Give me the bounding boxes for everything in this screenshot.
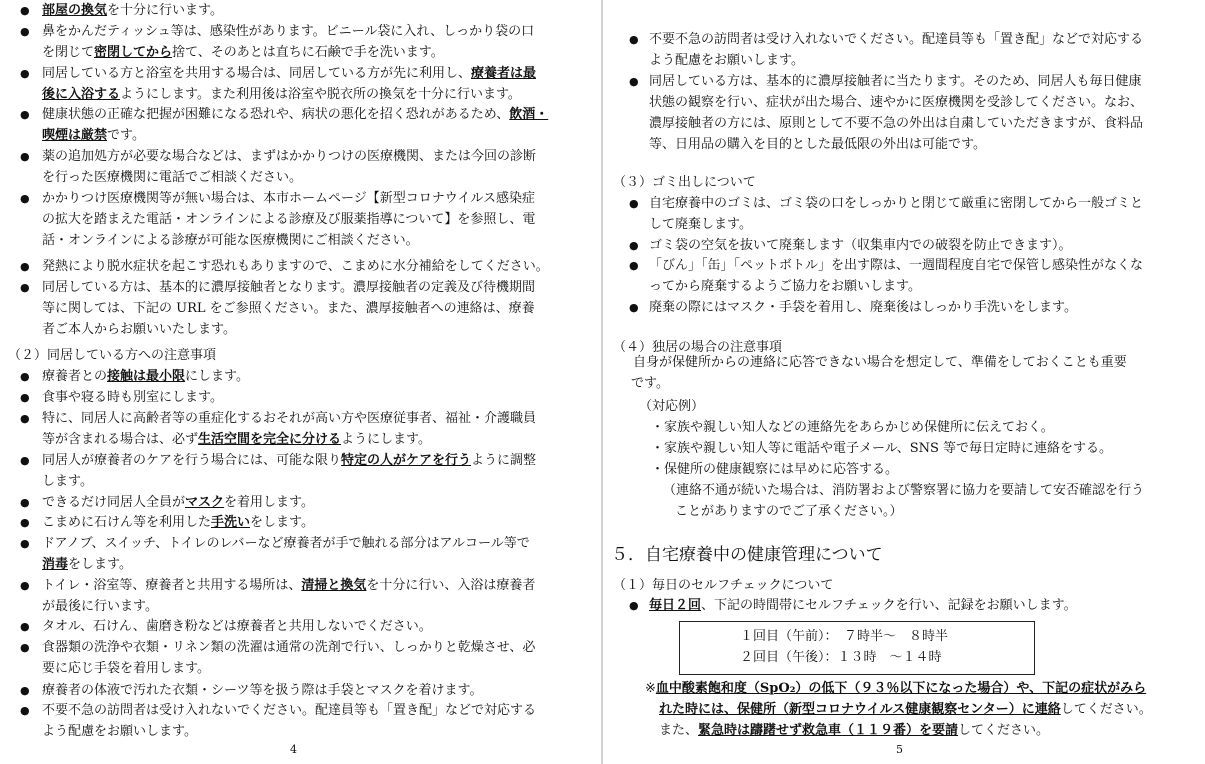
bullet-text-line — [42, 535, 530, 553]
text-segment: ・家族や親しい知人等に電話や電子メール、SNS 等で毎日定時に連絡をする。 — [651, 441, 1113, 456]
emphasized-text: 部屋の換気 — [42, 3, 108, 18]
bullet-text-line — [649, 115, 1143, 133]
bullet-text-line — [649, 52, 804, 70]
bullet-text-line — [42, 258, 549, 276]
emphasized-text: 消毒 — [42, 557, 69, 572]
text-segment: タオル、石けん、歯磨き粉などは療養者と共用しないでください。 — [42, 619, 432, 634]
text-segment: 鼻をかんだティッシュ等は、感染性があります。ビニール袋に入れ、しっかり袋の口 — [42, 24, 535, 39]
text-segment: 食事や寝る時も別室にします。 — [42, 390, 223, 405]
bullet-text-line — [42, 598, 158, 616]
text-segment: を閉じて — [42, 45, 95, 60]
text-segment: よう配慮をお願いします。 — [42, 724, 197, 739]
text-segment: ようにします。また利用後は浴室や脱衣所の換気を十分に行います。 — [120, 87, 521, 102]
schedule-line: ２回目（午後）：１３時 ～１４時 — [740, 650, 942, 665]
emphasized-text: マスク — [185, 495, 225, 510]
bullet-text-line — [42, 86, 521, 104]
bullet-marker: ● — [20, 4, 30, 17]
text-segment: ・家族や親しい知人などの連絡先をあらかじめ保健所に伝えておく。 — [651, 420, 1054, 435]
bullet-text-line — [42, 452, 536, 470]
emphasized-text: 飲酒・ — [509, 107, 549, 122]
bullet-marker: ● — [20, 454, 30, 467]
bullet-text-line — [42, 211, 535, 229]
bullet-marker: ● — [20, 620, 30, 633]
bullet-text-line — [649, 278, 921, 296]
bullet-text-line — [42, 106, 548, 124]
bullet-text-line — [42, 514, 314, 532]
emphasized-text: 療養者は最 — [471, 66, 537, 81]
bullet-text-line — [42, 368, 249, 386]
text-segment: 者ご本人からお願いいたします。 — [42, 322, 236, 337]
text-segment: の拡大を踏まえた電話・オンラインによる診療及び服薬指導について】を参照し、電 — [42, 212, 536, 227]
bullet-text-line — [649, 94, 1143, 112]
paragraph-line — [659, 701, 1152, 719]
text-segment: 廃棄の際にはマスク・手袋を着用し、廃棄後はしっかり手洗いをします。 — [649, 300, 1077, 315]
bullet-text-line — [42, 190, 535, 208]
section-heading: （２）同居している方への注意事項 — [8, 348, 217, 363]
text-segment: ※ — [645, 681, 656, 696]
text-segment: を十分に行い、入浴は療養者 — [366, 578, 536, 593]
schedule-line: １回目（午前）： ７時半～ ８時半 — [740, 629, 949, 644]
text-segment: 自身が保健所からの連絡に応答できない場合を想定して、準備をしておくことも重要 — [633, 355, 1127, 370]
text-segment: ってから廃棄するようご協力をお願いします。 — [649, 279, 921, 294]
bullet-text-line — [42, 148, 536, 166]
bullet-text-line — [42, 389, 223, 407]
text-segment: 状態の観察を行い、症状が出た場合、速やかに医療機関を受診してください。なお、 — [649, 95, 1144, 110]
text-segment: 濃厚接触者の方には、原則として不要不急の外出は自粛していただきますが、食料品 — [649, 116, 1144, 131]
bullet-marker: ● — [20, 684, 30, 697]
text-segment: 発熱により脱水症状を起こす恐れもありますので、こまめに水分補給をしてください。 — [42, 259, 549, 274]
bullet-text-line — [42, 279, 535, 297]
bullet-marker: ● — [20, 108, 30, 121]
text-segment: 等に関しては、下記の URL をご参照ください。また、濃厚接触者への連絡は、療養 — [42, 301, 535, 316]
bullet-marker: ● — [20, 25, 30, 38]
bullet-text-line — [649, 136, 986, 154]
text-segment: をします。 — [68, 557, 132, 572]
bullet-marker: ● — [20, 281, 30, 294]
bullet-marker: ● — [629, 197, 639, 210]
bullet-text-line — [42, 65, 536, 83]
bullet-marker: ● — [20, 370, 30, 383]
bullet-text-line — [42, 44, 444, 62]
text-segment: 特に、同居人に高齢者等の重症化するおそれが高い方や医療従事者、福祉・介護職員 — [42, 411, 537, 426]
bullet-text-line — [42, 169, 302, 187]
bullet-text-line — [42, 639, 535, 657]
page-5 — [603, 0, 1205, 764]
bullet-marker: ● — [20, 67, 30, 80]
text-segment: 薬の追加処方が必要な場合などは、まずはかかりつけの医療機関、または今回の診断 — [42, 149, 537, 164]
bullet-text-line — [42, 577, 535, 595]
text-segment: ことがありますのでご了承ください。） — [675, 504, 903, 519]
paragraph-line — [659, 722, 1049, 740]
bullet-text-line — [649, 257, 1143, 275]
bullet-text-line — [42, 702, 536, 720]
emphasized-text: 接触は最小限 — [107, 369, 186, 384]
text-segment: 同居人が療養者のケアを行う場合には、可能な限り — [42, 453, 342, 468]
text-segment: 要に応じ手袋を着用します。 — [42, 661, 210, 676]
text-segment: 食器類の洗浄や衣類・リネン類の洗濯は通常の洗剤で行い、しっかりと乾燥させ、必 — [42, 640, 536, 655]
emphasized-text: 緊急時は躊躇せず救急車（１１９番）を要請 — [698, 723, 959, 738]
bullet-marker: ● — [20, 579, 30, 592]
bullet-marker: ● — [629, 259, 639, 272]
paragraph-line — [651, 461, 898, 479]
text-segment: 自宅療養中のゴミは、ゴミ袋の口をしっかりと閉じて厳重に密閉してから一般ゴミと — [649, 196, 1144, 211]
bullet-text-line — [42, 682, 482, 700]
bullet-marker: ● — [629, 301, 639, 314]
text-segment: かかりつけ医療機関等が無い場合は、本市ホームページ【新型コロナウイルス感染症 — [42, 191, 535, 206]
text-segment: をします。 — [250, 515, 314, 530]
bullet-marker: ● — [20, 412, 30, 425]
bullet-marker: ● — [629, 239, 639, 252]
bullet-text-line — [42, 232, 419, 250]
bullet-marker: ● — [20, 260, 30, 273]
text-segment: 療養者の体液で汚れた衣類・シーツ等を扱う際は手袋とマスクを着けます。 — [42, 683, 483, 698]
section-heading: （３）ゴミ出しについて — [613, 175, 756, 190]
text-segment: してください。 — [958, 723, 1050, 738]
text-segment: にします。 — [185, 369, 249, 384]
bullet-text-line — [42, 23, 534, 41]
page-4 — [0, 0, 602, 764]
bullet-marker: ● — [20, 641, 30, 654]
text-segment: を行った医療機関に電話でご相談ください。 — [42, 170, 303, 185]
bullet-marker: ● — [20, 496, 30, 509]
text-segment: 健康状態の正確な把握が困難になる恐れや、病状の悪化を招く恐れがあるため、 — [42, 107, 510, 122]
text-segment: 療養者との — [42, 369, 108, 384]
bullet-text-line — [649, 237, 1072, 255]
bullet-marker: ● — [629, 599, 639, 612]
paragraph-line — [633, 354, 1127, 372]
bullet-marker: ● — [20, 704, 30, 717]
text-segment: 話・オンラインによる診療が可能な医療機関にご相談ください。 — [42, 233, 419, 248]
bullet-text-line — [42, 618, 432, 636]
page-number: 4 — [290, 743, 297, 756]
bullet-text-line — [649, 31, 1143, 49]
bullet-marker: ● — [629, 75, 639, 88]
text-segment: です。 — [631, 376, 669, 391]
text-segment: 同居している方は、基本的に濃厚接触者に当たります。そのため、同居人も毎日健康 — [649, 74, 1142, 89]
bullet-text-line — [649, 299, 1077, 317]
text-segment: また、 — [659, 723, 699, 738]
text-segment: 等、日用品の購入を目的とした最低限の外出は可能です。 — [649, 137, 986, 152]
text-segment: ドアノブ、スイッチ、トイレのレバーなど療養者が手で触れる部分はアルコール等で — [42, 536, 530, 551]
text-segment: を十分に行います。 — [107, 3, 223, 18]
schedule-box — [679, 621, 1035, 675]
text-segment: が最後に行います。 — [42, 599, 158, 614]
text-segment: 、下記の時間帯にセルフチェックを行い、記録をお願いします。 — [701, 598, 1077, 613]
text-segment: 同居している方と浴室を共用する場合は、同居している方が先に利用し、 — [42, 66, 472, 81]
paragraph-line — [675, 503, 903, 521]
text-segment: 不要不急の訪問者は受け入れないでください。配達員等も「置き配」などで対応する — [649, 32, 1144, 47]
text-segment: よう配慮をお願いします。 — [649, 53, 804, 68]
page-number: 5 — [896, 743, 903, 756]
paragraph-line — [651, 419, 1054, 437]
emphasized-text: 密閉してから — [94, 45, 173, 60]
bullet-marker: ● — [20, 537, 30, 550]
text-segment: ・保健所の健康観察には早めに応答する。 — [651, 462, 899, 477]
text-segment: します。 — [42, 474, 93, 489]
text-segment: こまめに石けん等を利用した — [42, 515, 212, 530]
paragraph-line — [663, 482, 1144, 500]
bullet-text-line — [42, 410, 536, 428]
bullet-text-line — [42, 723, 197, 741]
emphasized-text: れた時には、保健所（新型コロナウイルス健康観察センター）に連絡 — [659, 702, 1061, 717]
text-segment: トイレ・浴室等、療養者と共用する場所は、 — [42, 578, 302, 593]
text-segment: できるだけ同居人全員が — [42, 495, 186, 510]
emphasized-text: 特定の人がケアを行う — [341, 453, 472, 468]
emphasized-text: 手洗い — [211, 515, 251, 530]
bullet-marker: ● — [629, 33, 639, 46]
emphasized-text: 喫煙は厳禁 — [42, 128, 108, 143]
emphasized-text: 後に入浴する — [42, 87, 121, 102]
bullet-marker: ● — [20, 192, 30, 205]
bullet-text-line — [42, 431, 431, 449]
bullet-text-line — [42, 494, 314, 512]
text-segment: 等が含まれる場合は、必ず — [42, 432, 199, 447]
text-segment: です。 — [107, 128, 145, 143]
section-heading: （１）毎日のセルフチェックについて — [613, 578, 834, 593]
bullet-text-line — [42, 473, 93, 491]
bullet-text-line — [42, 660, 210, 678]
text-segment: ように調整 — [471, 453, 537, 468]
text-segment: 「びん」「缶」「ペットボトル」を出す際は、一週間程度自宅で保管し感染性がなくな — [649, 258, 1144, 273]
emphasized-text: 清掃と換気 — [301, 578, 367, 593]
text-segment: 捨て、そのあとは直ちに石鹸で手を洗います。 — [172, 45, 444, 60]
bullet-text-line — [42, 2, 223, 20]
bullet-marker: ● — [20, 516, 30, 529]
bullet-text-line — [42, 127, 145, 145]
text-segment: （対応例） — [639, 399, 705, 414]
text-segment: 同居している方は、基本的に濃厚接触者となります。濃厚接触者の定義及び待機期間 — [42, 280, 535, 295]
chapter-title: ５．自宅療養中の健康管理について — [611, 545, 883, 565]
text-segment: （連絡不通が続いた場合は、消防署および警察署に協力を要請して安否確認を行う — [663, 483, 1145, 498]
bullet-marker: ● — [20, 391, 30, 404]
text-segment: して廃棄します。 — [649, 217, 752, 232]
bullet-text-line — [42, 556, 132, 574]
paragraph-line — [651, 440, 1112, 458]
bullet-text-line — [42, 300, 535, 318]
text-segment: を着用します。 — [224, 495, 314, 510]
bullet-text-line — [649, 73, 1141, 91]
bullet-text-line — [649, 597, 1077, 615]
section-heading: （４）独居の場合の注意事項 — [613, 340, 783, 355]
emphasized-text: 血中酸素飽和度（SpO₂）の低下（９３％以下になった場合）や、下記の症状がみら — [655, 681, 1147, 696]
emphasized-text: 生活空間を完全に分ける — [198, 432, 342, 447]
bullet-text-line — [649, 195, 1143, 213]
text-segment: ようにします。 — [341, 432, 431, 447]
paragraph-line — [639, 398, 704, 416]
text-segment: してください。 — [1060, 702, 1152, 717]
text-segment: 不要不急の訪問者は受け入れないでください。配達員等も「置き配」などで対応する — [42, 703, 537, 718]
text-segment: ゴミ袋の空気を抜いて廃棄します（収集車内での破裂を防止できます）。 — [649, 238, 1072, 253]
emphasized-text: 毎日２回 — [649, 598, 702, 613]
paragraph-line — [645, 680, 1146, 698]
bullet-marker: ● — [20, 150, 30, 163]
bullet-text-line — [42, 321, 236, 339]
bullet-text-line — [649, 216, 752, 234]
paragraph-line — [631, 375, 669, 393]
